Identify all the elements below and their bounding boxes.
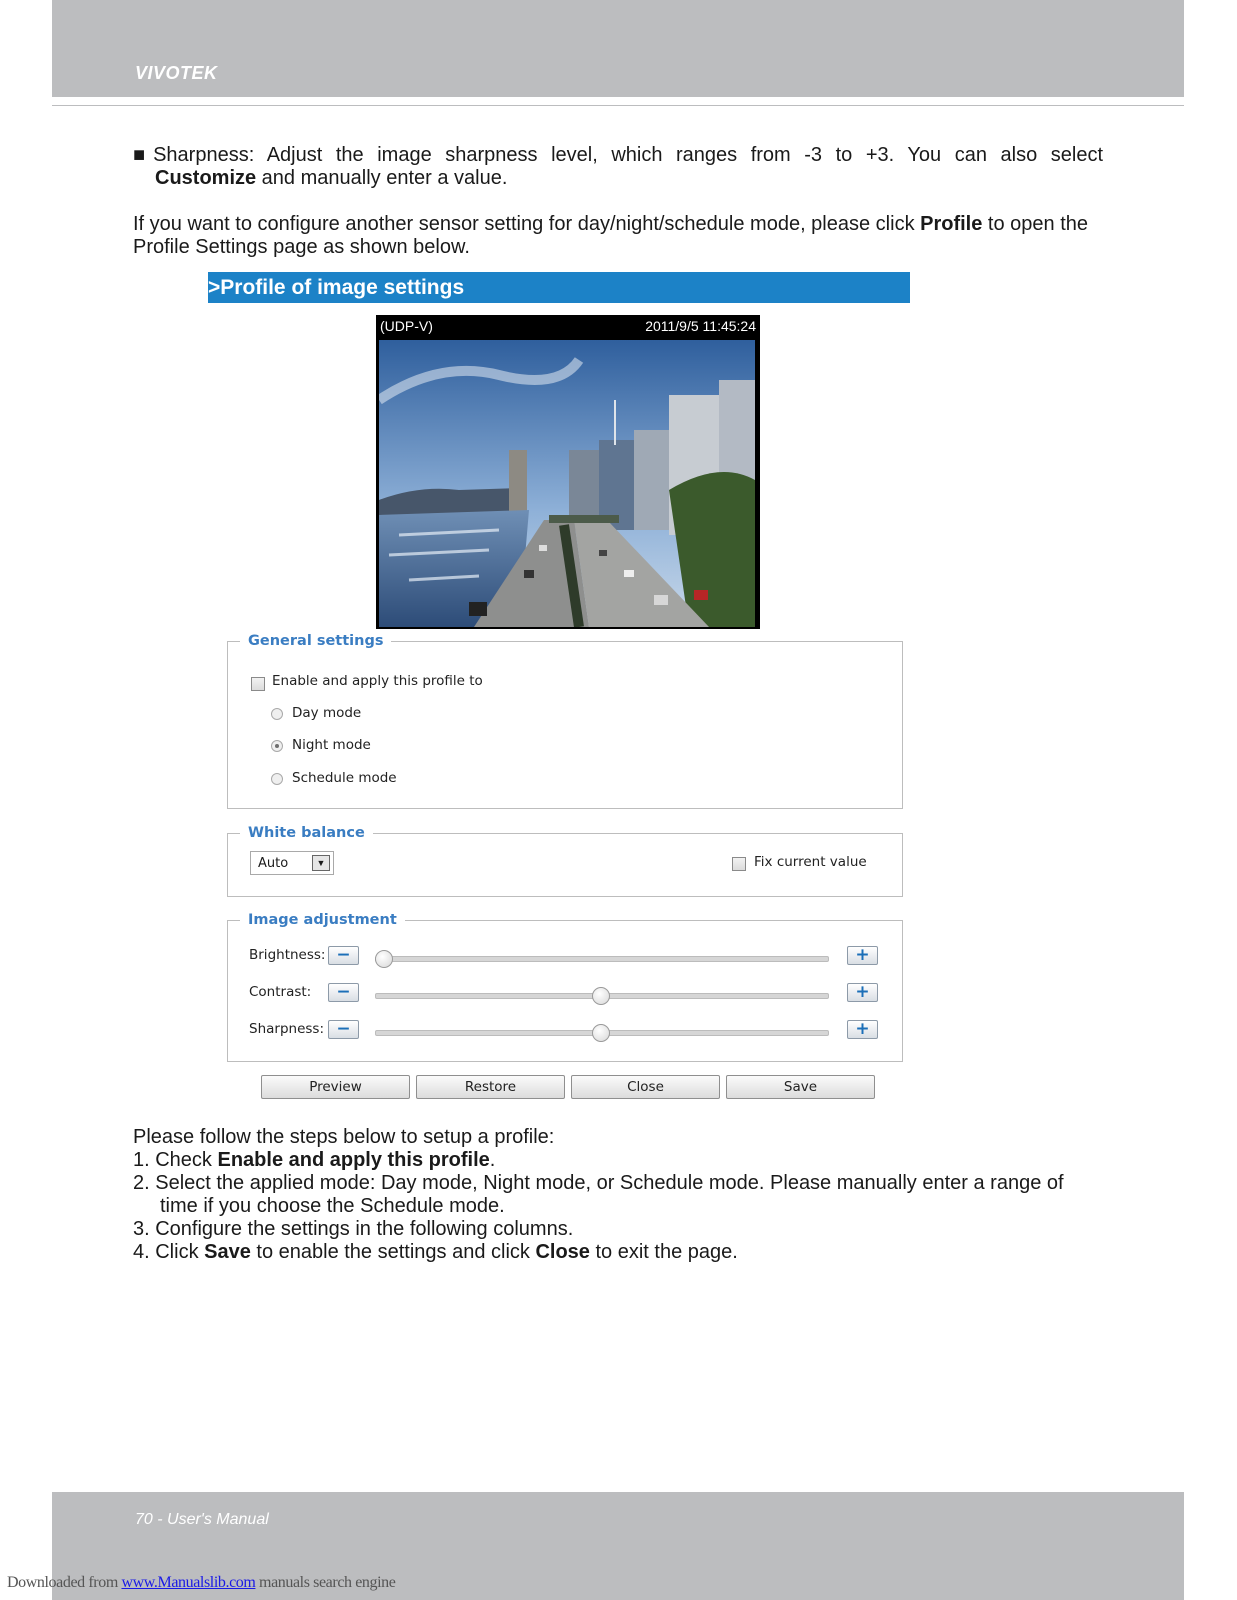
night-mode-radio[interactable] xyxy=(271,740,283,752)
save-button[interactable]: Save xyxy=(726,1075,875,1099)
enable-profile-checkbox[interactable] xyxy=(251,677,265,691)
night-mode-label: Night mode xyxy=(292,737,371,753)
video-preview xyxy=(376,315,760,629)
step-4: 4. Click Save to enable the settings and click Close to exit the page. xyxy=(133,1241,738,1263)
sharpness-minus-button[interactable]: − xyxy=(328,1020,359,1039)
day-mode-label: Day mode xyxy=(292,705,362,721)
camera-image xyxy=(379,340,755,627)
preview-button[interactable]: Preview xyxy=(261,1075,410,1099)
contrast-label: Contrast: xyxy=(249,984,312,1000)
close-button[interactable]: Close xyxy=(571,1075,720,1099)
step-1: 1. Check Enable and apply this profile. xyxy=(133,1149,496,1171)
profile-paragraph: If you want to configure another sensor setting for day/night/schedule mode, please click Profile to open the Profile Settings page as shown below. xyxy=(133,213,1089,258)
chevron-down-icon[interactable]: ▼ xyxy=(312,855,330,871)
video-timestamp: 2011/9/5 11:45:24 xyxy=(645,318,756,334)
bullet-icon: ■ xyxy=(133,144,146,166)
brightness-slider-thumb[interactable] xyxy=(375,950,393,968)
brightness-slider-track[interactable] xyxy=(375,956,829,962)
sharpness-plus-button[interactable]: + xyxy=(847,1020,878,1039)
page-number-label: 70 - User's Manual xyxy=(135,1511,269,1528)
general-settings-legend: General settings xyxy=(248,633,384,649)
step-3: 3. Configure the settings in the following columns. xyxy=(133,1218,574,1240)
sharpness-bullet: ■ Sharpness: Adjust the image sharpness level, which ranges from -3 to +3. You can also select Customize and manually enter a value. xyxy=(133,144,1103,189)
steps-intro: Please follow the steps below to setup a profile: xyxy=(133,1126,555,1148)
white-balance-select[interactable] xyxy=(250,851,334,875)
enable-profile-label: Enable and apply this profile to xyxy=(272,673,483,689)
contrast-slider-thumb[interactable] xyxy=(592,987,610,1005)
schedule-mode-radio[interactable] xyxy=(271,773,283,785)
step-2: 2. Select the applied mode: Day mode, Night mode, or Schedule mode. Please manually enter a range of time if you choose the Schedule mode. xyxy=(133,1172,1064,1217)
fix-current-value-label: Fix current value xyxy=(754,854,867,870)
customize-bold: Customize xyxy=(155,167,257,189)
download-source-line: Downloaded from www.Manualslib.com manuals search engine xyxy=(7,1574,396,1591)
setup-steps xyxy=(133,1126,1108,1264)
video-info-bar xyxy=(376,315,760,338)
stream-label: (UDP-V) xyxy=(380,318,433,334)
contrast-plus-button[interactable]: + xyxy=(847,983,878,1002)
brightness-label: Brightness: xyxy=(249,947,326,963)
profile-bold: Profile xyxy=(920,213,983,235)
sharpness-label: Sharpness: xyxy=(249,1021,324,1037)
header-band xyxy=(52,0,1184,97)
white-balance-legend: White balance xyxy=(248,825,365,841)
brightness-plus-button[interactable]: + xyxy=(847,946,878,965)
sharpness-text: Sharpness: Adjust the image sharpness level, which ranges from -3 to +3. You can also select xyxy=(153,144,1103,166)
schedule-mode-label: Schedule mode xyxy=(292,770,397,786)
manualslib-link[interactable]: www.Manualslib.com xyxy=(121,1574,256,1591)
white-balance-value: Auto xyxy=(258,856,289,871)
day-mode-radio[interactable] xyxy=(271,708,283,720)
brand-logo: VIVOTEK xyxy=(135,63,218,83)
contrast-minus-button[interactable]: − xyxy=(328,983,359,1002)
panel-title: >Profile of image settings xyxy=(208,272,910,303)
header-rule xyxy=(52,105,1184,106)
fix-current-value-checkbox[interactable] xyxy=(732,857,746,871)
restore-button[interactable]: Restore xyxy=(416,1075,565,1099)
sharpness-slider-thumb[interactable] xyxy=(592,1024,610,1042)
brightness-minus-button[interactable]: − xyxy=(328,946,359,965)
image-adjustment-legend: Image adjustment xyxy=(248,912,397,928)
